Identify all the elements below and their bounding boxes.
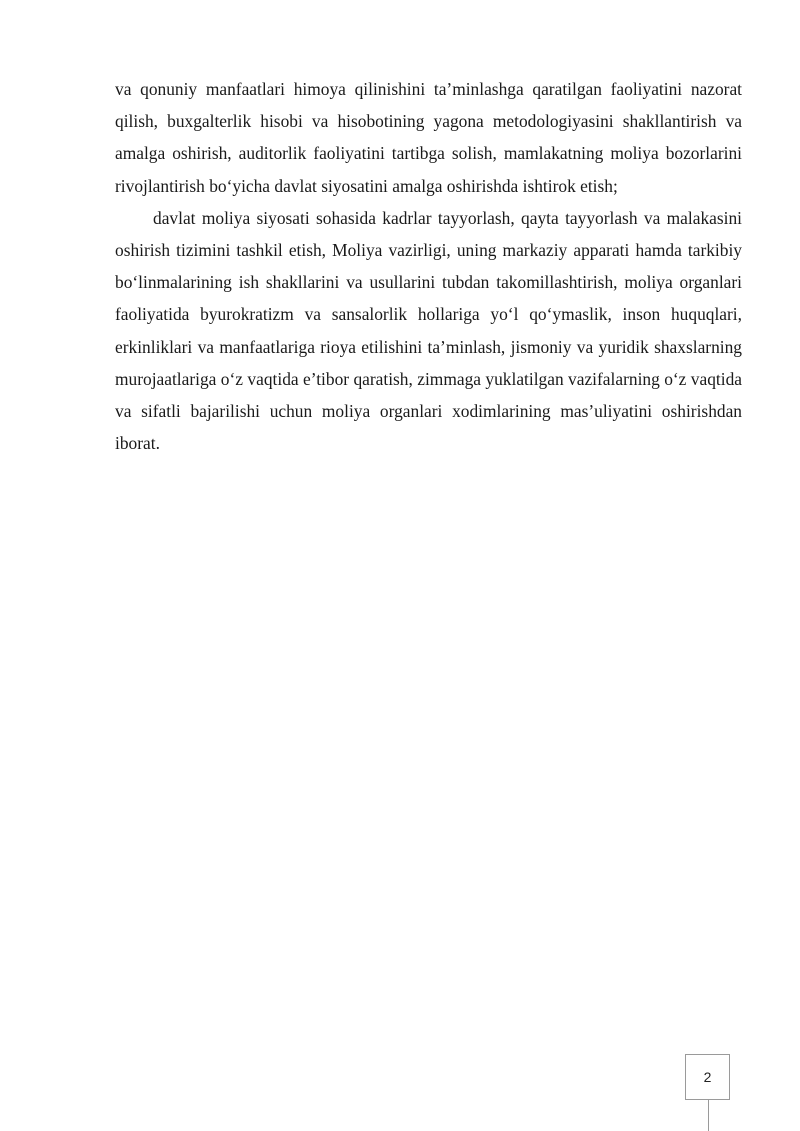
page-number-line [708, 1100, 709, 1131]
page-number: 2 [685, 1054, 730, 1100]
body-text [115, 73, 742, 459]
paragraph-continuation: va qonuniy manfaatlari himoya qilinishini ta’minlashga qaratilgan faoliyatini nazorat qilish, buxgalterlik hisobi va hisobotining yagona metodologiyasini shakllantirish va amalga oshirish, auditorlik faoliyatini tartibga solish, mamlakatning moliya bozorlarini rivojlantirish bo‘yicha davlat siyosatini amalga oshirishda ishtirok etish; [115, 79, 742, 196]
paragraph: davlat moliya siyosati sohasida kadrlar tayyorlash, qayta tayyorlash va malakasini oshirish tizimini tashkil etish, Moliya vazirligi, uning markaziy apparati hamda tarkibiy bo‘linmalarining ish shakllarini va usullarini tubdan takomillashtirish, moliya organlari faoliyatida byurokratizm va sansalorlik hollariga yo‘l qo‘ymaslik, inson huquqlari, erkinliklari va manfaatlariga rioya etilishini ta’minlash, jismoniy va yuridik shaxslarning murojaatlariga o‘z vaqtida e’tibor qaratish, zimmaga yuklatilgan vazifalarning o‘z vaqtida va sifatli bajarilishi uchun moliya organlari xodimlarining mas’uliyatini oshirishdan iborat. [115, 207, 742, 454]
